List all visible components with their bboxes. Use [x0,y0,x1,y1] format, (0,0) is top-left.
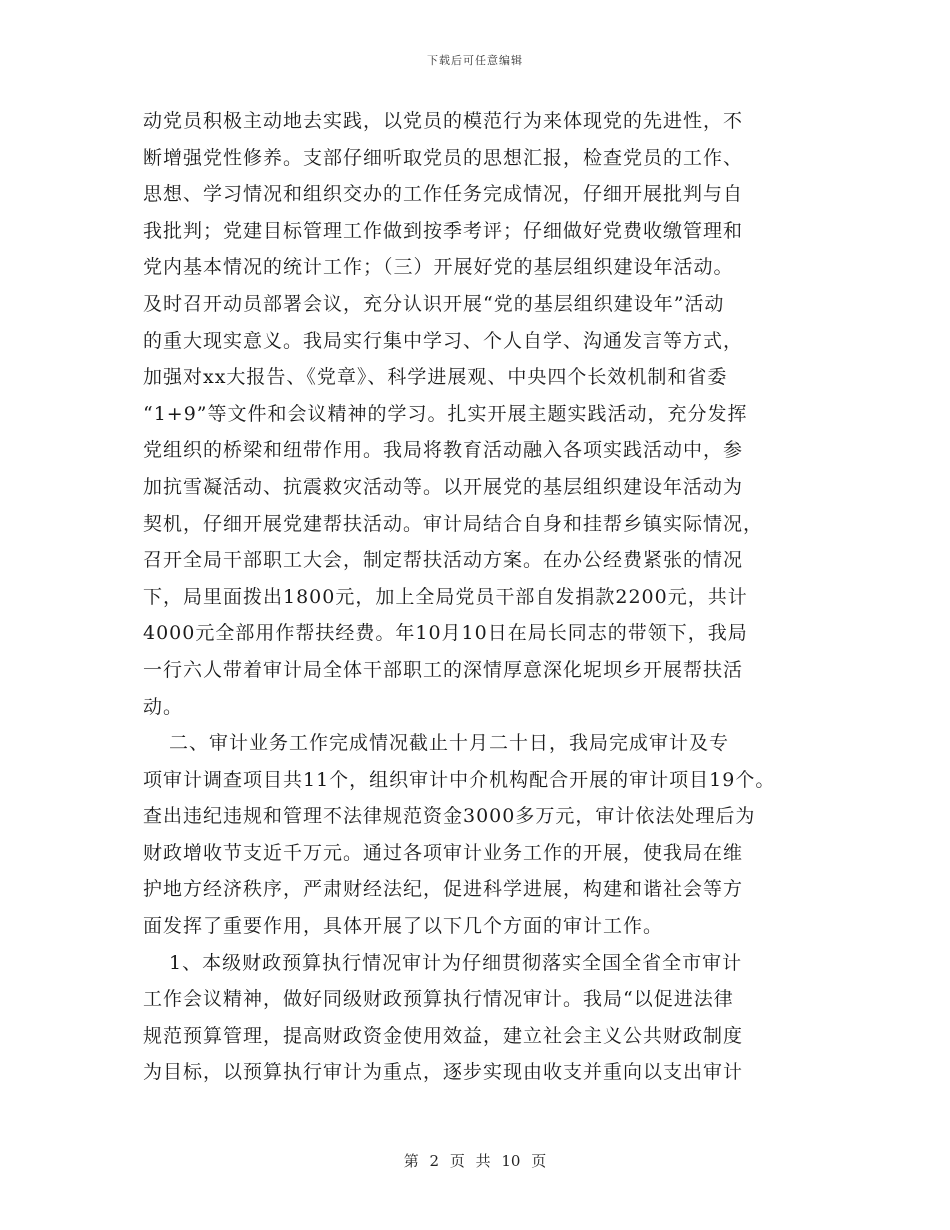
section-heading-line: 二、审计业务工作完成情况截止十月二十日，我局完成审计及专 [169,732,730,755]
text-line: 项审计调查项目共11个，组织审计中介机构配合开展的审计项目19个。 [143,768,776,791]
text-line: 党内基本情况的统计工作；（三）开展好党的基层组织建设年活动。 [143,256,734,279]
text-line: 的重大现实意义。我局实行集中学习、个人自学、沟通发言等方式， [143,329,744,352]
text-line: 工作会议精神，做好同级财政预算执行情况审计。我局“以促进法律 [143,988,734,1011]
text-line: 思想、学习情况和组织交办的工作任务完成情况，仔细开展批判与自 [143,183,744,206]
text-line: 及时召开动员部署会议，充分认识开展“党的基层组织建设年”活动 [143,292,725,315]
text-line: 下，局里面拨出1800元，加上全局党员干部自发捐款2200元，共计 [143,585,748,608]
text-line: 加强对xx大报告、《党章》、科学进展观、中央四个长效机制和省委 [143,366,728,389]
text-line: 动党员积极主动地去实践，以党员的模范行为来体现党的先进性，不 [143,110,744,132]
subsection-heading-line: 1、本级财政预算执行情况审计为仔细贯彻落实全国全省全市审计 [169,951,743,974]
page-header: 下载后可任意编辑 [427,54,523,67]
text-line: “1+9”等文件和会议精神的学习。扎实开展主题实践活动，充分发挥 [143,402,748,425]
text-line: 财政增收节支近千万元。通过各项审计业务工作的开展，使我局在维 [143,841,744,864]
text-line: 我批判；党建目标管理工作做到按季考评；仔细做好党费收缴管理和 [143,219,744,242]
document-body [143,103,815,1091]
text-line: 召开全局干部职工大会，制定帮扶活动方案。在办公经费紧张的情况 [143,549,744,572]
page-footer: 第 2 页 共 10 页 [403,1152,547,1170]
text-line: 加抗雪凝活动、抗震救灾活动等。以开展党的基层组织建设年活动为 [143,475,744,498]
text-line: 规范预算管理，提高财政资金使用效益，建立社会主义公共财政制度 [143,1024,744,1047]
text-line: 契机，仔细开展党建帮扶活动。审计局结合自身和挂帮乡镇实际情况， [143,512,764,535]
text-line: 党组织的桥梁和纽带作用。我局将教育活动融入各项实践活动中，参 [143,439,744,462]
text-line: 护地方经济秩序，严肃财经法纪，促进科学进展，构建和谐社会等方 [143,878,744,901]
text-line: 查出违纪违规和管理不法律规范资金3000多万元，审计依法处理后为 [143,805,756,828]
text-line: 4000元全部用作帮扶经费。年10月10日在局长同志的带领下，我局 [143,622,748,645]
text-line: 动。 [143,695,184,718]
text-line: 一行六人带着审计局全体干部职工的深情厚意深化坭坝乡开展帮扶活 [143,658,744,681]
text-line: 面发挥了重要作用，具体开展了以下几个方面的审计工作。 [143,915,664,938]
text-line: 为目标，以预算执行审计为重点，逐步实现由收支并重向以支出审计 [143,1061,744,1084]
text-line: 断增强党性修养。支部仔细听取党员的思想汇报，检查党员的工作、 [143,146,744,169]
